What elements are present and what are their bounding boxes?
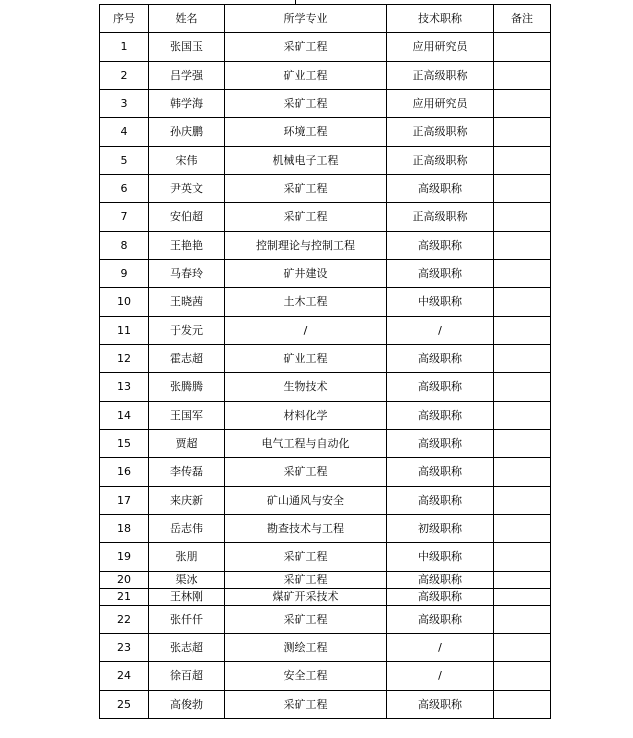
table-row [100,691,551,719]
table-row [100,260,551,288]
cell-note [494,543,551,572]
cell-name: 王艳艳 [149,232,225,260]
cell-title: 高级职称 [387,589,494,606]
table-row [100,572,551,589]
cell-title: 正高级职称 [387,147,494,175]
cell-major: 煤矿开采技术 [225,589,387,606]
cell-name: 马春玲 [149,260,225,288]
cell-name: 孙庆鹏 [149,118,225,147]
cell-major: 材料化学 [225,402,387,430]
cell-major: 采矿工程 [225,33,387,62]
cell-title: 高级职称 [387,260,494,288]
cell-no: 23 [100,634,149,662]
cell-title: 高级职称 [387,373,494,402]
cell-title: 高级职称 [387,402,494,430]
cell-no: 20 [100,572,149,589]
cell-major: 采矿工程 [225,691,387,719]
cell-major: 采矿工程 [225,572,387,589]
cell-major: 矿井建设 [225,260,387,288]
cell-note [494,487,551,515]
cell-note [494,175,551,203]
header-title: 技术职称 [387,5,494,33]
table-row [100,33,551,62]
cell-title: 高级职称 [387,458,494,487]
cell-no: 12 [100,345,149,373]
cell-note [494,147,551,175]
cell-title: 高级职称 [387,430,494,458]
cell-no: 24 [100,662,149,691]
cell-name: 张国玉 [149,33,225,62]
cell-title: 高级职称 [387,345,494,373]
cell-no: 17 [100,487,149,515]
cell-no: 10 [100,288,149,317]
cell-major: 机械电子工程 [225,147,387,175]
cell-note [494,634,551,662]
cell-title: 正高级职称 [387,203,494,232]
cell-name: 尹英文 [149,175,225,203]
cell-note [494,260,551,288]
cell-title: 高级职称 [387,487,494,515]
cell-major: 矿山通风与安全 [225,487,387,515]
cell-note [494,430,551,458]
cell-major: 采矿工程 [225,175,387,203]
cell-note [494,572,551,589]
cell-name: 张腾腾 [149,373,225,402]
table-row [100,118,551,147]
cell-name: 王国军 [149,402,225,430]
cell-note [494,402,551,430]
cell-no: 5 [100,147,149,175]
cell-name: 王林刚 [149,589,225,606]
cell-major: 控制理论与控制工程 [225,232,387,260]
cell-note [494,317,551,345]
cell-major: 电气工程与自动化 [225,430,387,458]
cell-note [494,589,551,606]
cell-note [494,345,551,373]
cell-title: 正高级职称 [387,62,494,90]
cell-major: 环境工程 [225,118,387,147]
header-note: 备注 [494,5,551,33]
cell-major: 矿业工程 [225,62,387,90]
table-row [100,402,551,430]
cell-note [494,458,551,487]
cell-name: 韩学海 [149,90,225,118]
cell-name: 吕学强 [149,62,225,90]
cell-title: 高级职称 [387,572,494,589]
personnel-table [99,4,551,719]
cell-name: 李传磊 [149,458,225,487]
table-row [100,232,551,260]
cell-no: 25 [100,691,149,719]
table-row [100,543,551,572]
cell-no: 16 [100,458,149,487]
cell-title: / [387,634,494,662]
cell-major: 采矿工程 [225,90,387,118]
cell-major: 矿业工程 [225,345,387,373]
cell-title: 高级职称 [387,691,494,719]
header-name: 姓名 [149,5,225,33]
cell-note [494,33,551,62]
cell-name: 张仟仟 [149,606,225,634]
cell-title: 中级职称 [387,288,494,317]
cell-title: 初级职称 [387,515,494,543]
cell-major: 采矿工程 [225,458,387,487]
cell-major: 勘查技术与工程 [225,515,387,543]
cell-no: 2 [100,62,149,90]
table-row [100,487,551,515]
cell-name: 高俊勃 [149,691,225,719]
cell-name: 来庆新 [149,487,225,515]
cell-title: / [387,317,494,345]
cell-note [494,288,551,317]
cell-note [494,373,551,402]
cell-major: 采矿工程 [225,543,387,572]
cell-note [494,90,551,118]
cell-no: 11 [100,317,149,345]
cell-no: 6 [100,175,149,203]
cell-title: 正高级职称 [387,118,494,147]
header-major: 所学专业 [225,5,387,33]
table-row [100,345,551,373]
cell-no: 7 [100,203,149,232]
cell-title: 高级职称 [387,175,494,203]
cell-name: 安伯超 [149,203,225,232]
table-row [100,147,551,175]
table-row [100,288,551,317]
table-row [100,373,551,402]
table-row [100,458,551,487]
cell-no: 22 [100,606,149,634]
cell-note [494,62,551,90]
cell-name: 徐百超 [149,662,225,691]
cell-title: 高级职称 [387,606,494,634]
cell-no: 4 [100,118,149,147]
cell-no: 13 [100,373,149,402]
table-row [100,317,551,345]
cell-no: 21 [100,589,149,606]
cell-name: 张志超 [149,634,225,662]
cell-note [494,606,551,634]
table-row [100,90,551,118]
cell-name: 于发元 [149,317,225,345]
table-row [100,634,551,662]
table-row [100,606,551,634]
table-row [100,203,551,232]
header-no: 序号 [100,5,149,33]
cell-note [494,515,551,543]
cell-major: 采矿工程 [225,606,387,634]
cell-name: 渠冰 [149,572,225,589]
cell-note [494,691,551,719]
cell-name: 霍志超 [149,345,225,373]
cell-no: 3 [100,90,149,118]
cell-major: / [225,317,387,345]
table-row [100,589,551,606]
cell-title: 应用研究员 [387,33,494,62]
cell-major: 土木工程 [225,288,387,317]
cell-major: 安全工程 [225,662,387,691]
cell-note [494,203,551,232]
cell-name: 张朋 [149,543,225,572]
cell-major: 采矿工程 [225,203,387,232]
table-row [100,430,551,458]
cell-no: 15 [100,430,149,458]
cell-no: 18 [100,515,149,543]
cell-note [494,118,551,147]
cell-major: 测绘工程 [225,634,387,662]
cell-major: 生物技术 [225,373,387,402]
cell-name: 王晓茜 [149,288,225,317]
cell-no: 8 [100,232,149,260]
cell-name: 岳志伟 [149,515,225,543]
cell-title: / [387,662,494,691]
table-row [100,515,551,543]
cell-title: 中级职称 [387,543,494,572]
table-row [100,62,551,90]
cell-note [494,662,551,691]
table-row [100,662,551,691]
cell-no: 14 [100,402,149,430]
table-row [100,175,551,203]
cell-no: 9 [100,260,149,288]
cell-name: 宋伟 [149,147,225,175]
cell-title: 高级职称 [387,232,494,260]
cell-note [494,232,551,260]
table-header-row [100,5,551,33]
cell-no: 1 [100,33,149,62]
cell-name: 贾超 [149,430,225,458]
cell-no: 19 [100,543,149,572]
table-body [100,33,551,719]
cell-title: 应用研究员 [387,90,494,118]
